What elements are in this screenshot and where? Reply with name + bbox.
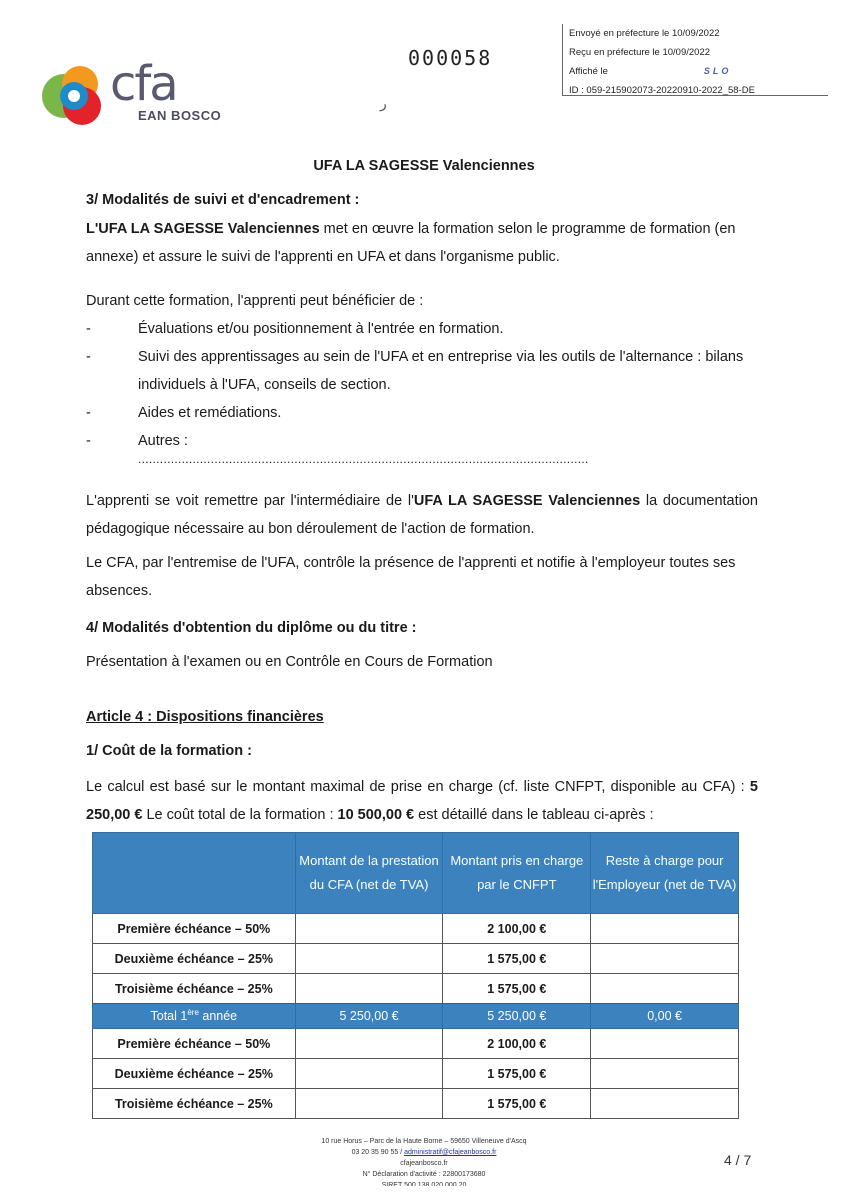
logo-cfa-text: cfa (110, 56, 177, 112)
stamp-sent: Envoyé en préfecture le 10/09/2022 (569, 28, 720, 39)
page-number: 4 / 7 (724, 1152, 752, 1168)
header-blank (93, 833, 296, 914)
logo-jeanbosco-text: EAN BOSCO (138, 108, 222, 123)
footer-siret: SIRET 500 138 020 000 20 (381, 1182, 467, 1186)
section4-text: Présentation à l'examen ou en Contrôle en Cours de Formation (86, 654, 493, 670)
header-employer-remainder: Reste à charge pour l'Employeur (net de TVA) (591, 833, 739, 914)
cost-heading: 1/ Coût de la formation : (86, 743, 252, 759)
table-row: Deuxième échéance – 25% 1 575,00 € (93, 944, 739, 974)
financial-table (92, 832, 739, 1119)
dotted-line: ............................................................................................................................ (138, 452, 589, 466)
document-number: 000058 (408, 46, 493, 70)
section4-heading: 4/ Modalités d'obtention du diplôme ou du titre : (86, 620, 417, 636)
footer (0, 1136, 848, 1186)
footer-address: 10 rue Horus – Parc de la Haute Borne – 59650 Villeneuve d'Ascq (321, 1138, 527, 1145)
bullet-list: - Évaluations et/ou positionnement à l'entrée en formation. - Suivi des apprentissages au sein de l'UFA et en entreprise via les outils de l'alternance : bilans individuels à l'UFA, conseils de section. - Aides et remédiations. - Autres : (86, 315, 766, 475)
footer-site: cfajeanbosco.fr (400, 1160, 448, 1167)
table-row: Deuxième échéance – 25% 1 575,00 € (93, 1059, 739, 1089)
list-item: Évaluations et/ou positionnement à l'entrée en formation. (138, 321, 504, 337)
handwritten-mark: ر (380, 95, 387, 111)
header-cnfpt-amount: Montant pris en charge par le CNFPT (443, 833, 591, 914)
calculation-paragraph: Le calcul est basé sur le montant maximal de prise en charge (cf. liste CNFPT, disponible au CFA) : 5 250,00 € Le coût total de la formation : 10 500,00 € est détaillé dans le tableau ci-après : (86, 779, 758, 823)
footer-email-link[interactable]: administratif@cfajeanbosco.fr (404, 1149, 497, 1156)
section3-intro: L'UFA LA SAGESSE Valenciennes met en œuvre la formation selon le programme de formation (en annexe) et assure le suivi de l'apprenti en UFA et dans l'organisme public. (86, 221, 736, 265)
stamp-posted: Affiché le SLO (569, 62, 828, 81)
list-item: Suivi des apprentissages au sein de l'UFA et en entreprise via les outils de l'alternance : bilans individuels à l'UFA, conseils de section. (138, 349, 744, 393)
section3-lead: Durant cette formation, l'apprenti peut bénéficier de : (86, 293, 424, 309)
table-row: Première échéance – 50% 2 100,00 € (93, 914, 739, 944)
page-title: UFA LA SAGESSE Valenciennes (313, 158, 535, 174)
footer-contact: 03 20 35 90 55 / administratif@cfajeanbosco.fr (351, 1149, 497, 1156)
header-cfa-amount: Montant de la prestation du CFA (net de TVA) (295, 833, 443, 914)
slo-logo: SLO (703, 66, 732, 76)
stamp-received: Reçu en préfecture le 10/09/2022 (569, 47, 711, 58)
stamp-id: ID : 059-215902073-20220910-2022_58-DE (569, 85, 755, 96)
prefecture-stamp (562, 24, 828, 96)
presence-paragraph: Le CFA, par l'entremise de l'UFA, contrôle la présence de l'apprenti et notifie à l'employeur toutes ses absences. (86, 555, 736, 599)
total-label: Total 1ère année (93, 1004, 296, 1029)
article4-title: Article 4 : Dispositions financières (86, 709, 324, 725)
table-row: Troisième échéance – 25% 1 575,00 € (93, 1089, 739, 1119)
table-row: Troisième échéance – 25% 1 575,00 € (93, 974, 739, 1004)
documentation-paragraph: L'apprenti se voit remettre par l'intermédiaire de l'UFA LA SAGESSE Valenciennes la documentation pédagogique nécessaire au bon déroulement de l'action de formation. (86, 493, 758, 537)
list-item: Autres : (138, 433, 188, 449)
total-row: Total 1ère année 5 250,00 € 5 250,00 € 0,00 € (93, 1004, 739, 1029)
footer-declaration: N° Déclaration d'activité : 22800173680 (362, 1171, 486, 1178)
list-item: Aides et remédiations. (138, 405, 282, 421)
table-row: Première échéance – 50% 2 100,00 € (93, 1029, 739, 1059)
section3-heading: 3/ Modalités de suivi et d'encadrement : (86, 192, 360, 208)
